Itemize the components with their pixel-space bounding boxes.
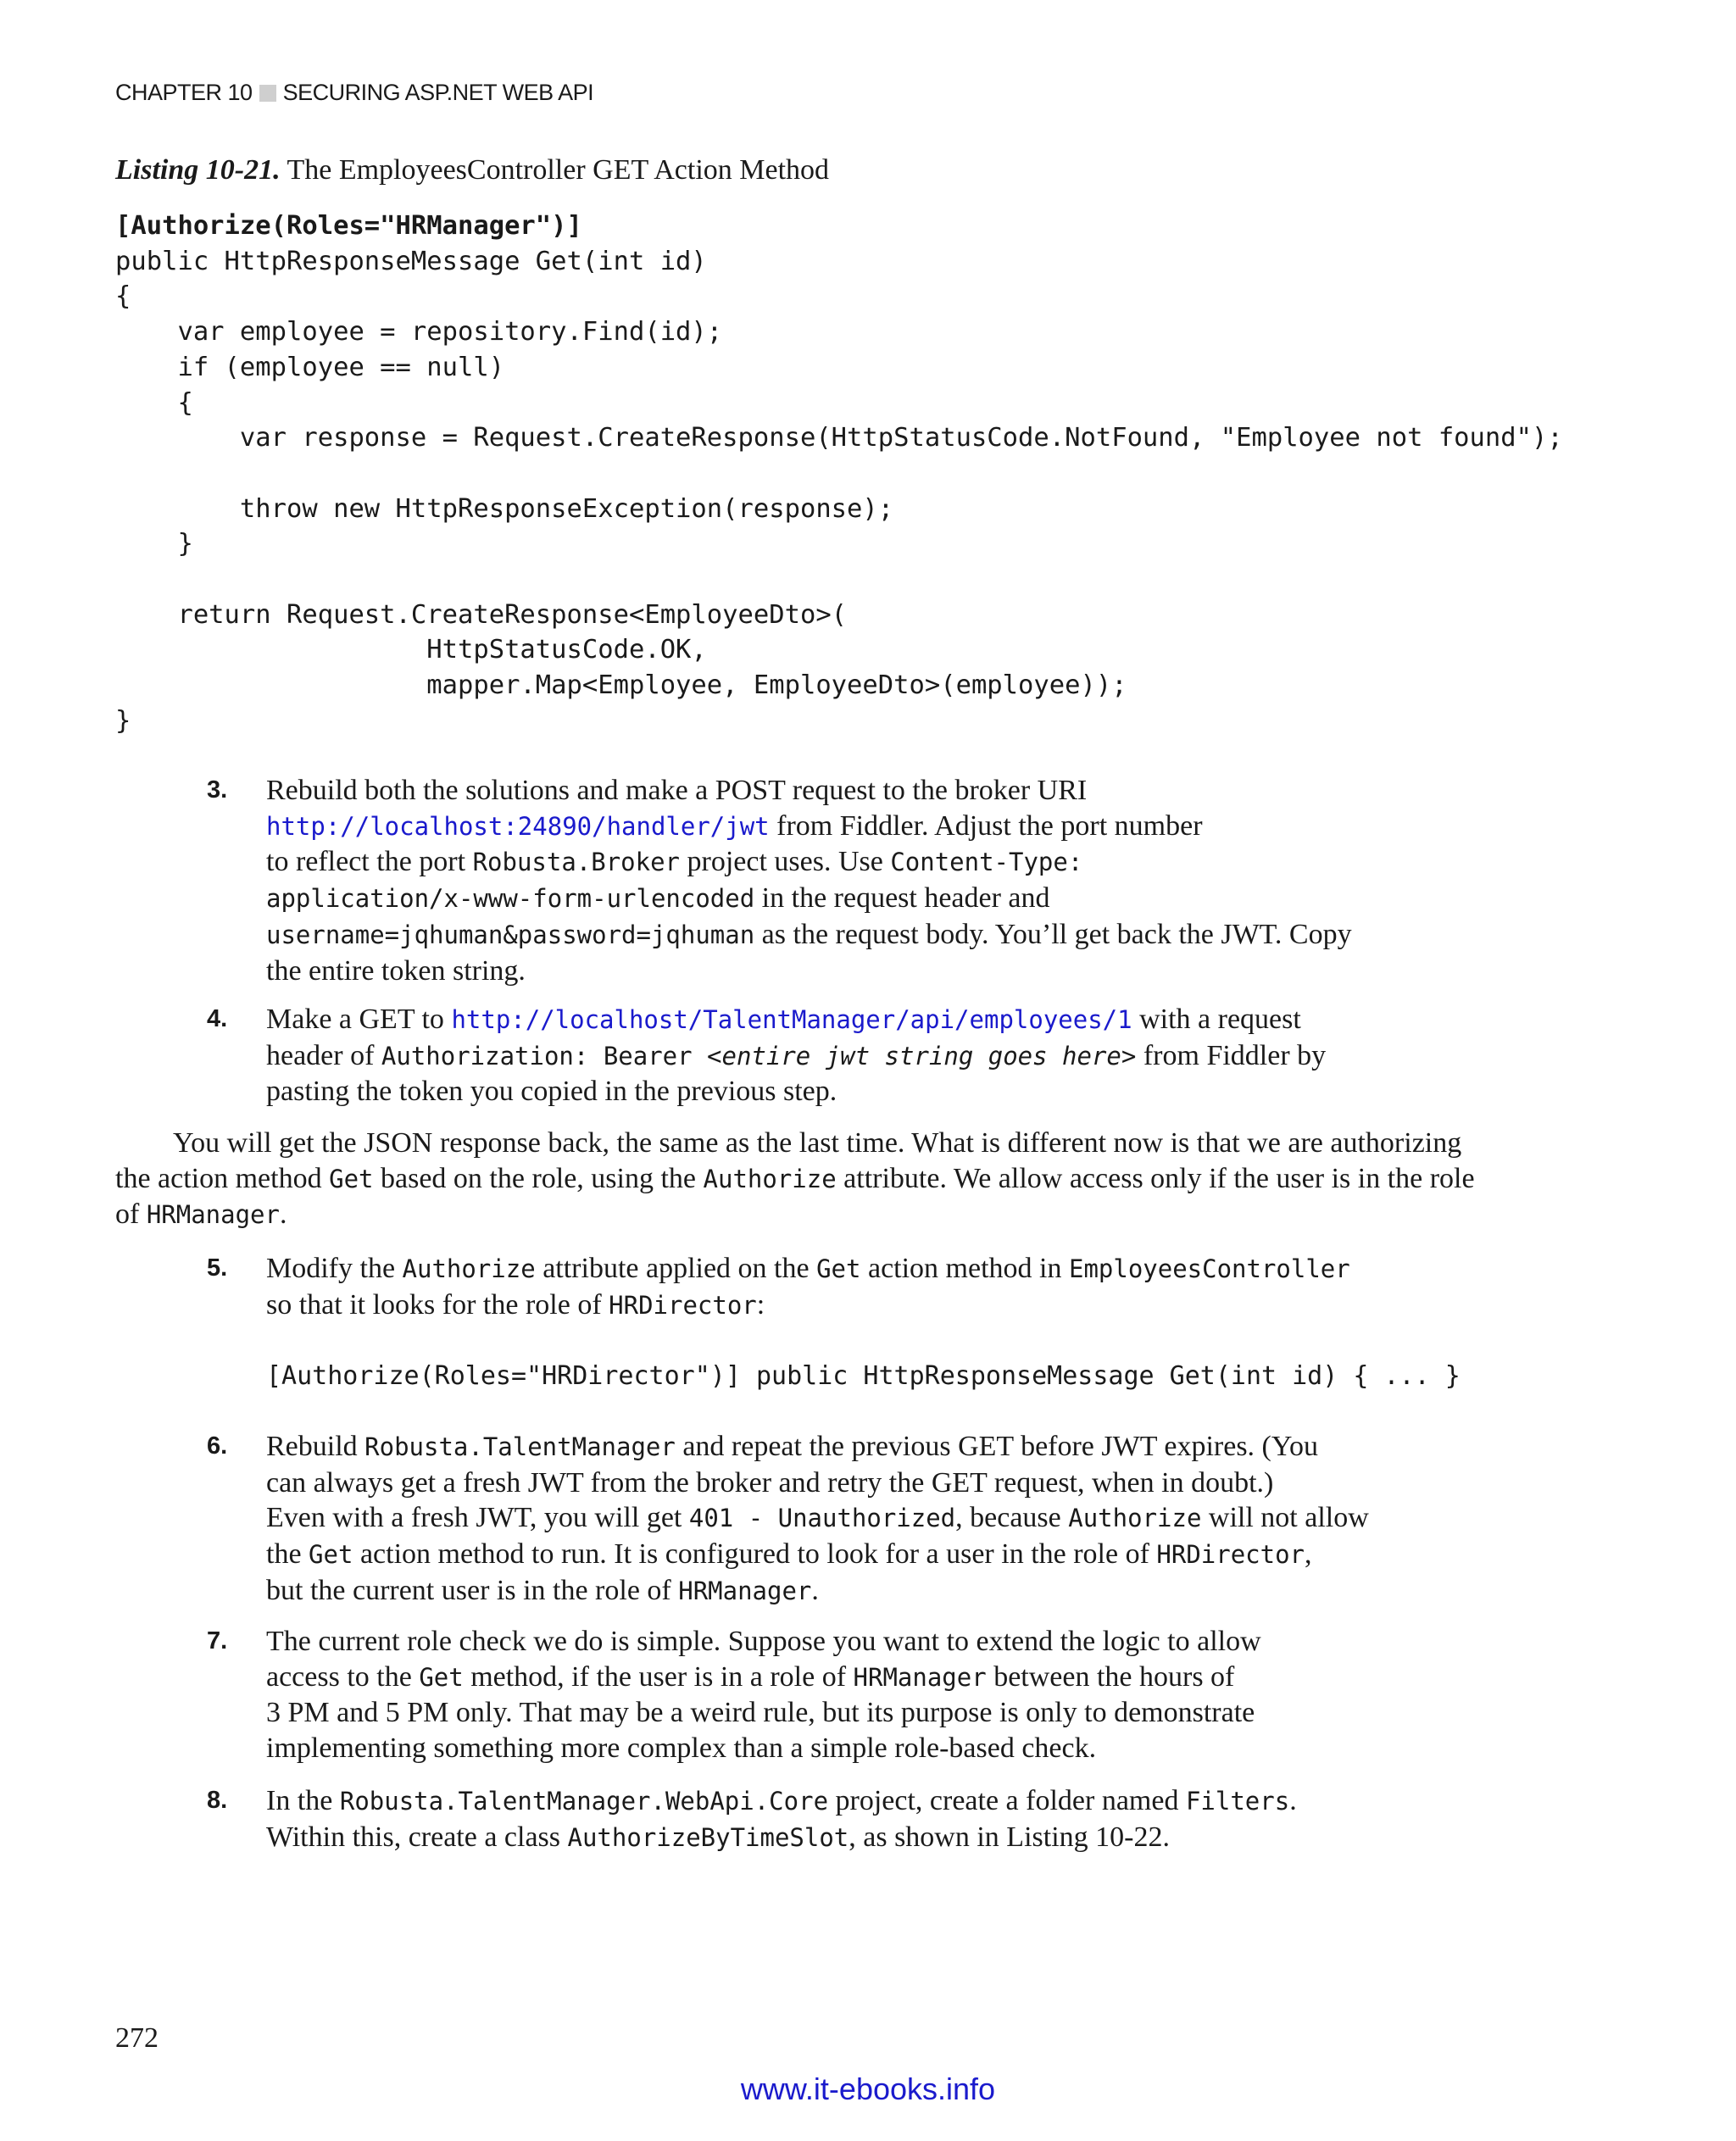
listing-title: The EmployeesController GET Action Method (287, 154, 830, 186)
explanation-paragraph: You will get the JSON response back, the same as the last time. What is different now is that we are authorizing the action method Get based on the role, using the Authorize attribute. We allow access only if the user is in the role of HRManager. (115, 1127, 1475, 1231)
listing-caption (115, 154, 829, 186)
step-number: 6. (207, 1432, 228, 1460)
step-number: 4. (207, 1005, 228, 1032)
header-separator-square (259, 85, 276, 102)
step-text: Rebuild Robusta.TalentManager and repeat the previous GET before JWT expires. (You can always get a fresh JWT from the broker and retry the GET request, when in doubt.) Even with a fresh JWT, you will get 401 - Unauthorized, because Authorize will not allow the Get action method to run. It is configured to look for a user in the role of HRDirector, but the current user is in the role of HRManager. (266, 1431, 1369, 1606)
running-header (115, 80, 593, 106)
step-number: 8. (207, 1787, 228, 1814)
broker-uri-link[interactable]: http://localhost:24890/handler/jwt (266, 811, 770, 841)
step-number: 3. (207, 776, 228, 804)
step-number: 5. (207, 1254, 228, 1282)
employees-api-link[interactable]: http://localhost/TalentManager/api/employees/1 (451, 1005, 1132, 1034)
code-attribute-line: [Authorize(Roles="HRManager")] (115, 211, 582, 241)
site-link[interactable]: www.it-ebooks.info (740, 2071, 996, 2106)
page-number: 272 (115, 2022, 159, 2054)
step-text: In the Robusta.TalentManager.WebApi.Core project, create a folder named Filters. Within this, create a class AuthorizeByTimeSlot, as shown in Listing 10-22. (266, 1785, 1297, 1853)
step-5-code: [Authorize(Roles="HRDirector")] public HttpResponseMessage Get(int id) { ... } (266, 1361, 1461, 1392)
code-body: public HttpResponseMessage Get(int id) { var employee = repository.Find(id); if (employee == null) { var response = Request.CreateResponse(HttpStatusCode.NotFound, "Employee not found"); throw new HttpResponseException(response); } return Request.CreateResponse<EmployeeDto>( HttpStatusCode.OK, mapper.Map<Employee, EmployeeDto>(employee)); } (115, 246, 1563, 736)
listing-label: Listing 10-21. (115, 154, 281, 186)
step-text: The current role check we do is simple. Suppose you want to extend the logic to allow access to the Get method, if the user is in a role of HRManager between the hours of 3 PM and 5 PM only. That may be a weird rule, but its purpose is only to demonstrate implementing something more complex than a simple role-based check. (266, 1626, 1261, 1765)
chapter-title: SECURING ASP.NET WEB API (282, 80, 594, 105)
code-listing (115, 209, 1563, 739)
step-text: Modify the Authorize attribute applied on the Get action method in EmployeesController so that it looks for the role of HRDirector: [Authorize(Roles="HRDirector")] public HttpResponseMessage Get(int id) { ... } (266, 1251, 1589, 1394)
step-number: 7. (207, 1627, 228, 1654)
step-text: Make a GET to http://localhost/TalentManager/api/employees/1 with a request header of Authorization: Bearer <entire jwt string goes here> from Fiddler by pasting the token you copied in the previous step. (266, 1004, 1327, 1108)
chapter-label: CHAPTER 10 (115, 80, 253, 105)
step-text: Rebuild both the solutions and make a POST request to the broker URI http://localhost:24890/handler/jwt from Fiddler. Adjust the port number to reflect the port Robusta.Broker project uses. Use Content-Type: application/x-www-form-urlencoded in the request header and username=jqhuman&password=jqhuman as the request body. You’ll get back the JWT. Copy the entire token string. (266, 775, 1352, 987)
